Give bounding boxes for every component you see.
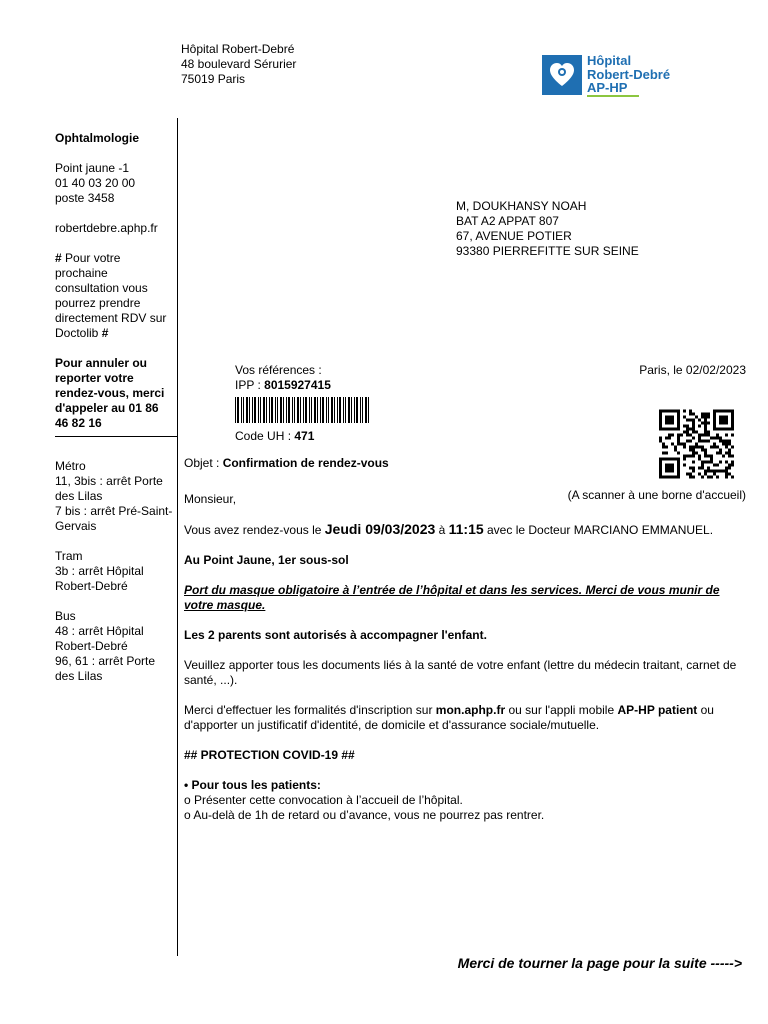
hospital-website: robertdebre.aphp.fr: [55, 221, 158, 235]
sidebar-divider: [55, 436, 177, 437]
logo-text: [587, 54, 670, 95]
covid-rule-1: o Présenter cette convocation à l’accueil de l’hôpital.: [184, 793, 463, 807]
metro-line-1: 11, 3bis : arrêt Porte des Lilas: [55, 474, 163, 503]
recipient-line-1: BAT A2 APPAT 807: [456, 214, 559, 228]
turn-page-note: Merci de tourner la page pour la suite ----->: [457, 955, 742, 971]
doctolib-note: [55, 251, 175, 341]
appt-suffix: avec le Docteur MARCIANO EMMANUEL.: [483, 523, 714, 537]
covid-rule-2: o Au-delà de 1h de retard ou d’avance, vous ne pourrez pas rentrer.: [184, 808, 545, 822]
metro-line-2: 7 bis : arrêt Pré-Saint-Gervais: [55, 504, 173, 533]
bus-line-1: 48 : arrêt Hôpital Robert-Debré: [55, 624, 144, 653]
cancel-note: Pour annuler ou reporter votre rendez-vous, merci d'appeler au 01 86 46 82 16: [55, 356, 165, 430]
ipp-label: IPP :: [235, 378, 265, 392]
salutation: Monsieur,: [184, 492, 237, 506]
all-patients-title: • Pour tous les patients:: [184, 778, 321, 792]
logo-line-3: AP-HP: [587, 80, 628, 95]
doctolib-text: Pour votre prochaine consultation vous pourrez prendre directement RDV sur Doctolib: [55, 251, 167, 340]
sidebar: [55, 131, 175, 684]
code-uh-label: Code UH :: [235, 429, 295, 443]
covid-title: ## PROTECTION COVID-19 ##: [184, 748, 355, 762]
department-phone: 01 40 03 20 00: [55, 176, 136, 190]
formal-mid: ou sur l'appli mobile: [505, 703, 618, 717]
doctolib-hash-close: #: [101, 326, 109, 340]
letter-body: [184, 456, 748, 823]
tram-title: Tram: [55, 549, 83, 563]
recipient-line-3: 93380 PIERREFITTE SUR SEINE: [456, 244, 639, 258]
formal-app: AP-HP patient: [617, 703, 698, 717]
logo-line-1: Hôpital: [587, 53, 632, 68]
hospital-name: Hôpital Robert-Debré: [181, 42, 295, 56]
formalities-note: [184, 703, 748, 733]
references-label: Vos références :: [235, 363, 322, 377]
code-uh-line: [235, 429, 314, 444]
bus-line-2: 96, 61 : arrêt Porte des Lilas: [55, 654, 156, 683]
barcode-icon: [235, 397, 371, 423]
recipient-address: [456, 199, 639, 259]
appointment-location: Au Point Jaune, 1er sous-sol: [184, 553, 349, 567]
formal-site: mon.aphp.fr: [435, 703, 506, 717]
documents-note: Veuillez apporter tous les documents liés à la santé de votre enfant (lettre du médecin traitant, carnet de santé, ...).: [184, 658, 737, 687]
heart-child-icon: [542, 55, 582, 95]
metro-title: Métro: [55, 459, 86, 473]
logo-line-2: Robert-Debré: [587, 66, 671, 82]
department-extension: poste 3458: [55, 191, 115, 205]
references: [235, 363, 331, 393]
appointment-time: 11:15: [448, 521, 484, 537]
qr-caption: (A scanner à une borne d'accueil): [567, 488, 746, 502]
formal-suffix: ou d'apporter un justificatif d'identité, de domicile et d'assurance sociale/mutuelle.: [184, 703, 714, 732]
hospital-street: 48 boulevard Sérurier: [181, 57, 297, 71]
date-line: Paris, le 02/02/2023: [639, 363, 746, 377]
subject-label: Objet :: [184, 456, 223, 470]
subject-line: [184, 456, 748, 471]
hospital-address: [181, 42, 296, 87]
appt-prefix: Vous avez rendez-vous le: [184, 523, 325, 537]
recipient-line-2: 67, AVENUE POTIER: [456, 229, 572, 243]
recipient-name: M, DOUKHANSY NOAH: [456, 199, 587, 213]
formal-prefix: Merci d'effectuer les formalités d'inscription sur: [184, 703, 436, 717]
ipp-line: [235, 378, 331, 393]
ipp-value: 8015927415: [264, 378, 331, 392]
subject-value: Confirmation de rendez-vous: [222, 456, 389, 470]
appointment-line: [184, 522, 748, 538]
tram-line-1: 3b : arrêt Hôpital Robert-Debré: [55, 564, 144, 593]
appt-at: à: [435, 523, 449, 537]
hospital-logo: [542, 55, 718, 97]
sidebar-separator: [177, 118, 178, 956]
parents-note: Les 2 parents sont autorisés à accompagner l'enfant.: [184, 628, 487, 642]
appointment-date: Jeudi 09/03/2023: [324, 521, 436, 537]
department-name: Ophtalmologie: [55, 131, 139, 145]
mask-notice: Port du masque obligatoire à l’entrée de l’hôpital et dans les services. Merci de vous munir de votre masque.: [184, 583, 720, 612]
doctolib-hash-open: #: [55, 251, 62, 265]
department-location: Point jaune -1: [55, 161, 130, 175]
hospital-city: 75019 Paris: [181, 72, 246, 86]
code-uh-value: 471: [294, 429, 315, 443]
bus-title: Bus: [55, 609, 76, 623]
logo-underline: [587, 95, 639, 97]
